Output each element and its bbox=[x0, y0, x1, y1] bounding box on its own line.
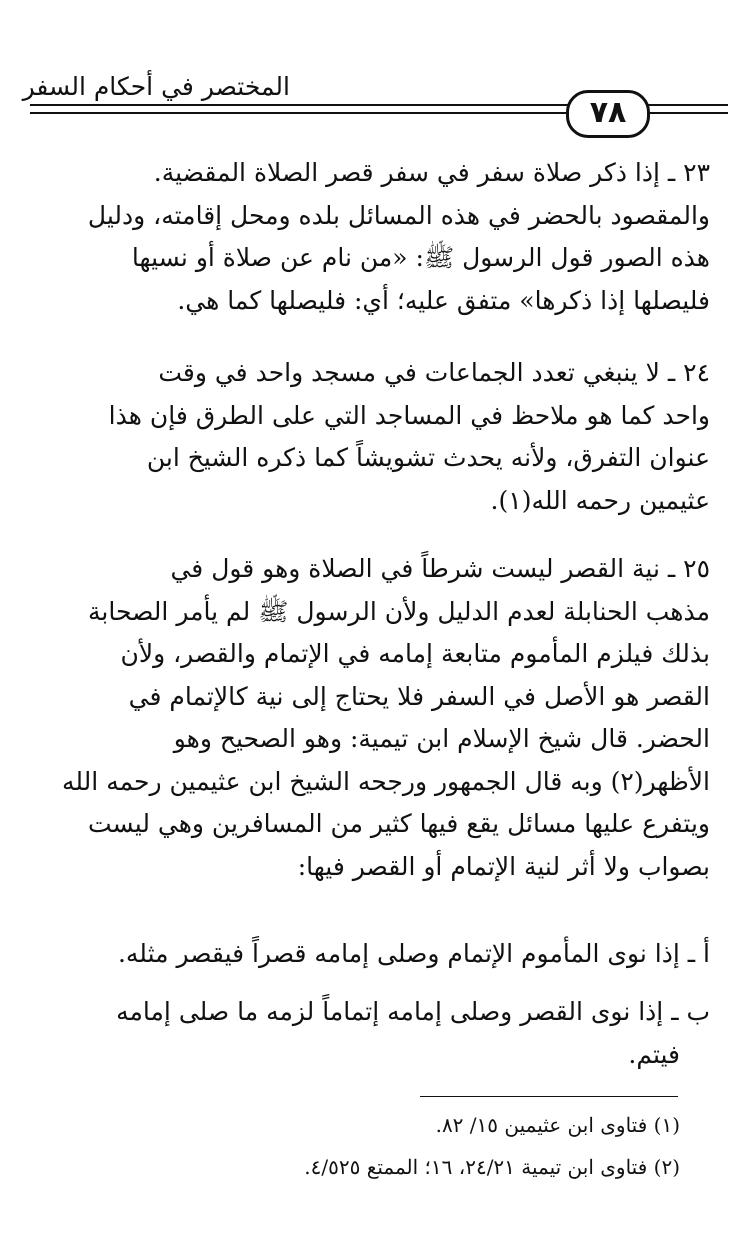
text-line: أ ـ إذا نوى المأموم الإتمام وصلى إمامه قصراً فيقصر مثله. bbox=[117, 939, 710, 968]
header-rule-right-lower bbox=[644, 112, 728, 114]
paragraph-25 bbox=[40, 548, 710, 888]
header-rule-left-lower bbox=[30, 112, 570, 114]
text-line: ٢٤ ـ لا ينبغي تعدد الجماعات في مسجد واحد في وقت bbox=[158, 358, 710, 387]
text-line: فيتم. bbox=[628, 1039, 680, 1069]
text-line: والمقصود بالحضر في هذه المسائل بلده ومحل إقامته، ودليل bbox=[87, 200, 710, 230]
text-line: عثيمين رحمه الله(١). bbox=[490, 485, 710, 515]
text-line: هذه الصور قول الرسول ﷺ: «من نام عن صلاة أو نسيها bbox=[131, 243, 710, 272]
footnote-rule bbox=[420, 1096, 678, 1097]
text-line: ب ـ إذا نوى القصر وصلى إمامه إتماماً لزمه ما صلى إمامه bbox=[116, 997, 710, 1026]
header-rule-right bbox=[644, 104, 728, 106]
paragraph-24 bbox=[40, 352, 710, 522]
text-line: واحد كما هو ملاحظ في المساجد التي على الطرق فإن هذا bbox=[108, 400, 710, 430]
text-line: بذلك فيلزم المأموم متابعة إمامه في الإتمام والقصر، ولأن bbox=[120, 639, 710, 668]
paragraph-23 bbox=[40, 152, 710, 322]
text-line: الأظهر(٢) وبه قال الجمهور ورجحه الشيخ ابن عثيمين رحمه الله bbox=[62, 766, 710, 796]
header-rule-left bbox=[30, 104, 570, 106]
text-line: بصواب ولا أثر لنية الإتمام أو القصر فيها: bbox=[297, 851, 710, 881]
text-line: الحضر. قال شيخ الإسلام ابن تيمية: وهو الصحيح وهو bbox=[173, 724, 710, 753]
text-line: فليصلها إذا ذكرها» متفق عليه؛ أي: فليصلها كما هي. bbox=[177, 285, 710, 315]
sub-item-a bbox=[40, 933, 710, 976]
text-line: عنوان التفرق، ولأنه يحدث تشويشاً كما ذكره الشيخ ابن bbox=[146, 443, 710, 472]
running-title: المختصر في أحكام السفر bbox=[22, 72, 290, 101]
text-line: مذهب الحنابلة لعدم الدليل ولأن الرسول ﷺ لم يأمر الصحابة bbox=[88, 596, 710, 626]
page-number: ٧٨ bbox=[566, 90, 650, 138]
sub-item-b bbox=[40, 991, 710, 1076]
footnote-2: (٢) فتاوى ابن تيمية ٢٤/٢١، ١٦؛ الممتع ٤/٥٢٥. bbox=[304, 1155, 680, 1179]
text-line: ٢٥ ـ نية القصر ليست شرطاً في الصلاة وهو قول في bbox=[170, 554, 710, 583]
text-line: القصر هو الأصل في السفر فلا يحتاج إلى نية كالإتمام في bbox=[128, 681, 710, 711]
footnote-1: (١) فتاوى ابن عثيمين ١٥/ ٨٢. bbox=[435, 1113, 680, 1137]
text-line: ٢٣ ـ إذا ذكر صلاة سفر في سفر قصر الصلاة المقضية. bbox=[153, 158, 710, 187]
text-line: ويتفرع عليها مسائل يقع فيها كثير من المسافرين وهي ليست bbox=[87, 809, 710, 838]
